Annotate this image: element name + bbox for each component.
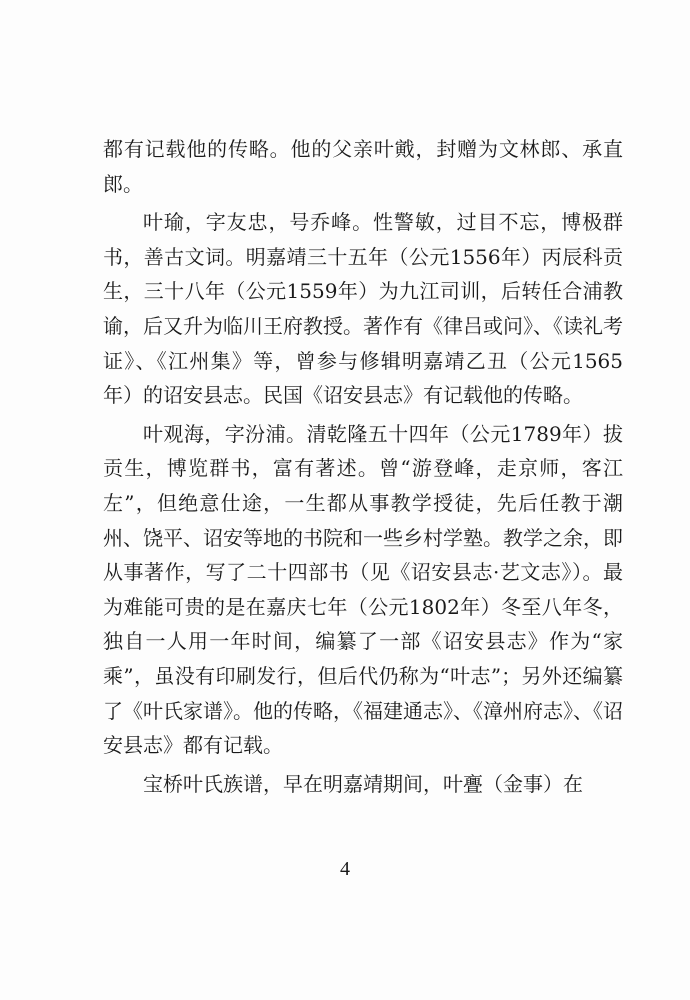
paragraph-ye-yu: 叶瑜，字友忠，号乔峰。性警敏，过目不忘，博极群书，善古文词。明嘉靖三十五年（公元1556年）丙辰科贡生，三十八年（公元1559年）为九江司训，后转任合浦教谕，后又升为临川王府教授。著作有《律吕或问》、《读礼考证》、《江州集》等，曾参与修辑明嘉靖乙丑（公元1565年）的诏安县志。民国《诏安县志》有记载他的传略。 (103, 210, 623, 408)
paragraph-continuation: 都有记载他的传略。他的父亲叶戭，封赠为文林郎、承直郎。 (103, 137, 623, 196)
paragraph-baoqiao-genealogy: 宝桥叶氏族谱，早在明嘉靖期间，叶亹（金事）在 (143, 771, 583, 796)
document-body (103, 132, 623, 801)
page-number: 4 (340, 858, 350, 880)
paragraph-ye-guanhai: 叶观海，字汾浦。清乾隆五十四年（公元1789年）拔贡生，博览群书，富有著述。曾“游登峰，走京师，客江左”，但绝意仕途，一生都从事教学授徒，先后任教于潮州、饶平、诏安等地的书院和一些乡村学塾。教学之余，即从事著作，写了二十四部书（见《诏安县志·艺文志》）。最为难能可贵的是在嘉庆七年（公元1802年）冬至八年冬，独自一人用一年时间，编纂了一部《诏安县志》作为“家乘”，虽没有印刷发行，但后代仍称为“叶志”；另外还编纂了《叶氏家谱》。他的传略，《福建通志》、《漳州府志》、《诏安县志》都有记载。 (103, 421, 623, 758)
